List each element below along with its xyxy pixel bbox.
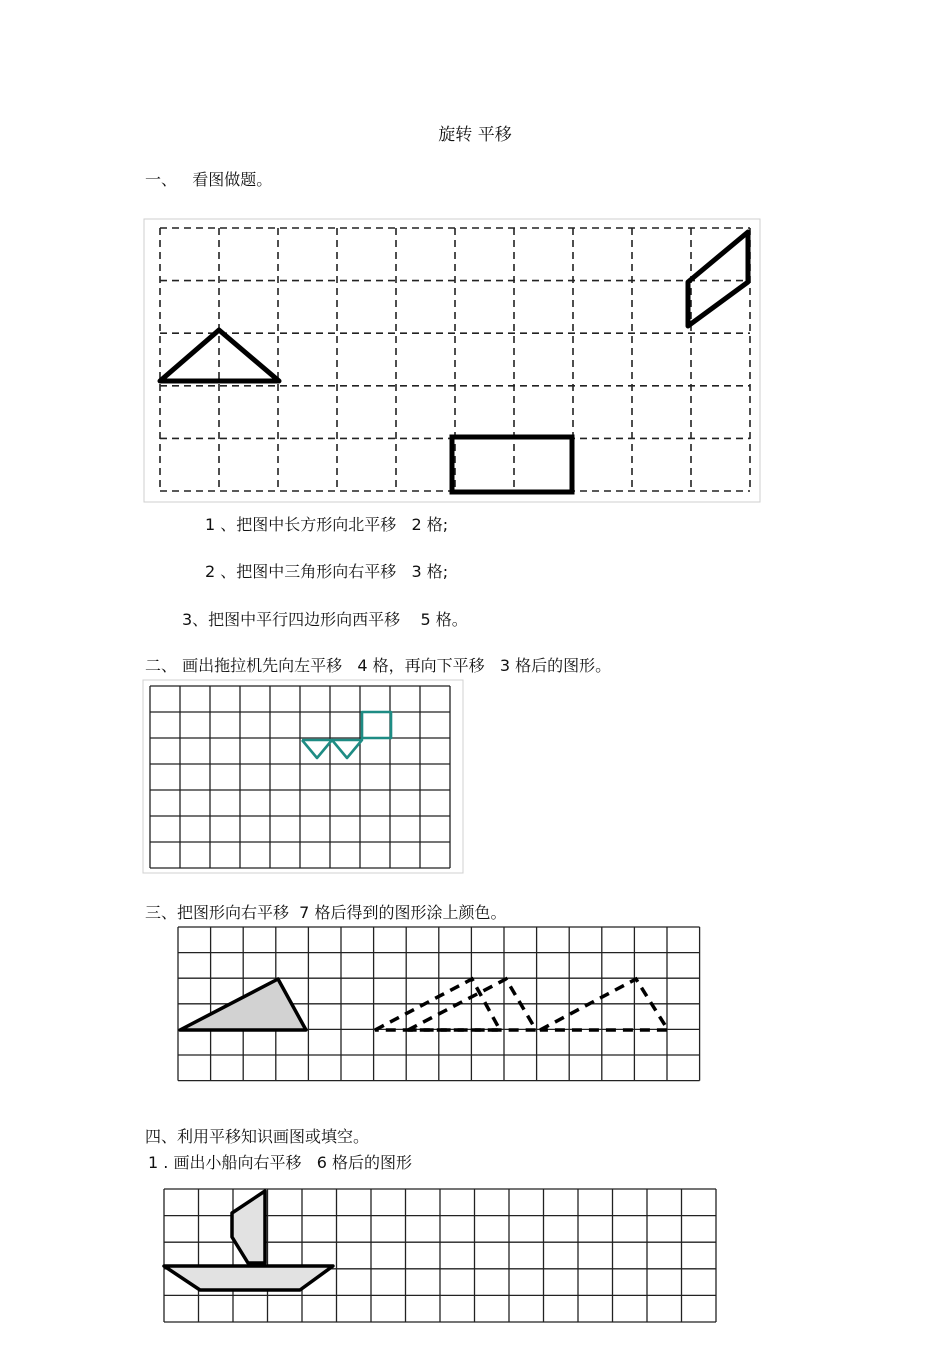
section3-heading: 三、把图形向右平移 7 格后得到的图形涂上颜色。 — [145, 903, 507, 922]
section1-item-3: 3、把图中平行四边形向西平移 5 格。 — [182, 610, 468, 629]
tractor-cab — [362, 712, 391, 738]
figure3 — [178, 927, 700, 1081]
rectangle-shape — [452, 437, 572, 492]
section1-item-2: 2 、把图中三角形向右平移 3 格; — [205, 562, 449, 581]
tractor-wheel-left — [302, 740, 332, 758]
section4-heading: 四、利用平移知识画图或填空。 — [145, 1127, 370, 1146]
figure2 — [143, 680, 463, 873]
section2-heading: 二、 画出拖拉机先向左平移 4 格，再向下平移 3 格后的图形。 — [145, 656, 612, 675]
boat-sail — [232, 1191, 265, 1263]
tractor-shape — [302, 712, 391, 758]
dashed-triangle-1 — [375, 979, 500, 1030]
figure4 — [164, 1189, 716, 1322]
boat-hull — [164, 1266, 333, 1290]
section4-item-1: 1 . 画出小船向右平移 6 格后的图形 — [148, 1153, 412, 1172]
dashed-triangles — [375, 979, 668, 1030]
figure2-frame — [143, 680, 463, 873]
figure1-dashed-grid — [160, 228, 750, 491]
page-title: 旋转 平移 — [438, 125, 512, 145]
figure1 — [144, 219, 760, 502]
section1-item-1: 1 、把图中长方形向北平移 2 格; — [205, 515, 449, 534]
parallelogram-shape — [688, 232, 748, 326]
section1-heading: 一、 看图做题。 — [145, 170, 273, 189]
dashed-triangle-3 — [540, 979, 668, 1030]
tractor-wheel-right — [332, 740, 362, 758]
figure2-grid — [150, 686, 450, 868]
